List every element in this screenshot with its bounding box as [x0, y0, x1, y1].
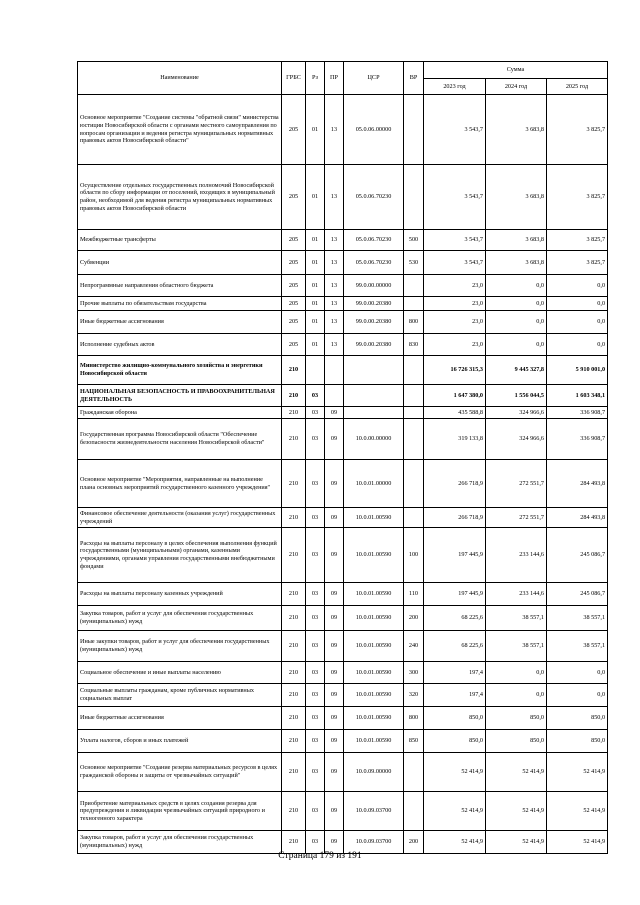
row-pr — [325, 356, 344, 385]
row-vr — [404, 95, 424, 165]
row-rz: 03 — [306, 831, 325, 854]
row-name: Приобретение материальных средств в целях создания резерва для предупреждения и ликвидации чрезвычайных ситуаций природного и техногенного характера — [78, 792, 282, 831]
row-name: Межбюджетные трансферты — [78, 230, 282, 251]
row-value-2023: 197,4 — [424, 662, 486, 684]
row-pr: 09 — [325, 753, 344, 792]
table-row — [78, 419, 608, 460]
row-grbs: 210 — [282, 831, 306, 854]
row-value-2023: 52 414,9 — [424, 753, 486, 792]
row-value-2023: 197 445,9 — [424, 528, 486, 583]
row-csr: 10.0.01.00590 — [344, 730, 404, 753]
row-vr: 110 — [404, 583, 424, 606]
table-row — [78, 95, 608, 165]
row-value-2025: 0,0 — [547, 662, 608, 684]
row-value-2024: 272 551,7 — [486, 460, 547, 508]
row-grbs: 205 — [282, 334, 306, 356]
row-value-2025: 284 493,8 — [547, 460, 608, 508]
row-csr: 10.0.01.00590 — [344, 631, 404, 662]
row-csr: 99.0.00.00000 — [344, 275, 404, 297]
row-rz: 01 — [306, 95, 325, 165]
row-value-2024: 324 966,6 — [486, 407, 547, 419]
row-rz: 03 — [306, 792, 325, 831]
row-value-2025: 38 557,1 — [547, 631, 608, 662]
row-value-2024: 52 414,9 — [486, 753, 547, 792]
row-value-2024: 3 683,8 — [486, 230, 547, 251]
row-vr — [404, 297, 424, 311]
row-rz: 01 — [306, 334, 325, 356]
row-value-2024: 0,0 — [486, 297, 547, 311]
row-vr: 800 — [404, 311, 424, 334]
row-name: Осуществление отдельных государственных полномочий Новосибирской области по сбору информации от поселений, входящих в муниципальный район, необходимой для ведения регистра муниципальных нормативных правовых актов Новосибирской области — [78, 165, 282, 230]
row-csr: 10.0.01.00590 — [344, 684, 404, 707]
row-name: Расходы на выплаты персоналу в целях обеспечения выполнения функций государственными (муниципальными) органами, казенными учреждениями, органами управления государственными внебюджетными фондами — [78, 528, 282, 583]
row-value-2023: 850,0 — [424, 730, 486, 753]
document-page — [77, 61, 607, 854]
row-pr: 09 — [325, 707, 344, 730]
table-row — [78, 528, 608, 583]
row-name: Иные бюджетные ассигнования — [78, 707, 282, 730]
row-vr — [404, 508, 424, 528]
table-row — [78, 753, 608, 792]
row-grbs: 210 — [282, 528, 306, 583]
table-row — [78, 792, 608, 831]
row-rz: 03 — [306, 730, 325, 753]
row-rz: 03 — [306, 684, 325, 707]
row-pr: 09 — [325, 460, 344, 508]
row-rz: 03 — [306, 753, 325, 792]
row-vr — [404, 792, 424, 831]
row-vr: 500 — [404, 230, 424, 251]
row-value-2025: 52 414,9 — [547, 753, 608, 792]
row-value-2023: 23,0 — [424, 334, 486, 356]
row-grbs: 205 — [282, 251, 306, 275]
row-rz: 01 — [306, 230, 325, 251]
row-value-2025: 850,0 — [547, 707, 608, 730]
row-value-2024: 324 966,6 — [486, 419, 547, 460]
row-name: Государственная программа Новосибирской области "Обеспечение безопасности жизнедеятельности населения Новосибирской области" — [78, 419, 282, 460]
row-pr: 13 — [325, 334, 344, 356]
row-value-2023: 3 543,7 — [424, 230, 486, 251]
row-csr: 10.0.01.00000 — [344, 460, 404, 508]
row-value-2024: 9 445 327,8 — [486, 356, 547, 385]
header-vr: ВР — [404, 62, 424, 95]
row-pr: 09 — [325, 528, 344, 583]
row-value-2024: 272 551,7 — [486, 508, 547, 528]
table-row — [78, 230, 608, 251]
row-rz — [306, 356, 325, 385]
row-vr: 200 — [404, 831, 424, 854]
header-grbs: ГРБС — [282, 62, 306, 95]
row-value-2025: 1 603 348,1 — [547, 385, 608, 407]
row-rz: 01 — [306, 275, 325, 297]
table-row — [78, 631, 608, 662]
row-name: Непрограммные направления областного бюджета — [78, 275, 282, 297]
row-value-2023: 23,0 — [424, 311, 486, 334]
table-row — [78, 707, 608, 730]
row-grbs: 210 — [282, 684, 306, 707]
row-value-2025: 336 908,7 — [547, 419, 608, 460]
row-grbs: 205 — [282, 297, 306, 311]
row-grbs: 210 — [282, 606, 306, 631]
table-row — [78, 606, 608, 631]
row-name: НАЦИОНАЛЬНАЯ БЕЗОПАСНОСТЬ И ПРАВООХРАНИТЕЛЬНАЯ ДЕЯТЕЛЬНОСТЬ — [78, 385, 282, 407]
row-grbs: 205 — [282, 230, 306, 251]
row-vr: 240 — [404, 631, 424, 662]
row-csr: 10.0.01.00590 — [344, 583, 404, 606]
row-value-2023: 16 726 315,3 — [424, 356, 486, 385]
row-grbs: 210 — [282, 419, 306, 460]
row-csr: 10.0.01.00590 — [344, 528, 404, 583]
row-pr: 13 — [325, 311, 344, 334]
row-name: Уплата налогов, сборов и иных платежей — [78, 730, 282, 753]
row-value-2025: 336 908,7 — [547, 407, 608, 419]
row-name: Гражданская оборона — [78, 407, 282, 419]
row-value-2023: 3 543,7 — [424, 165, 486, 230]
row-value-2024: 52 414,9 — [486, 792, 547, 831]
row-value-2025: 3 825,7 — [547, 95, 608, 165]
row-csr: 10.0.09.03700 — [344, 831, 404, 854]
row-name: Финансовое обеспечение деятельности (оказания услуг) государственных учреждений — [78, 508, 282, 528]
row-pr: 13 — [325, 275, 344, 297]
row-vr — [404, 419, 424, 460]
row-value-2025: 52 414,9 — [547, 831, 608, 854]
row-value-2023: 197 445,9 — [424, 583, 486, 606]
row-value-2025: 245 086,7 — [547, 528, 608, 583]
row-name: Иные закупки товаров, работ и услуг для обеспечения государственных (муниципальных) нужд — [78, 631, 282, 662]
row-grbs: 205 — [282, 311, 306, 334]
row-value-2023: 52 414,9 — [424, 792, 486, 831]
row-name: Расходы на выплаты персоналу казенных учреждений — [78, 583, 282, 606]
row-pr: 09 — [325, 583, 344, 606]
table-header — [78, 62, 608, 95]
row-value-2024: 3 683,8 — [486, 165, 547, 230]
row-value-2023: 3 543,7 — [424, 95, 486, 165]
row-value-2023: 3 543,7 — [424, 251, 486, 275]
row-value-2024: 38 557,1 — [486, 631, 547, 662]
table-row — [78, 460, 608, 508]
row-pr: 09 — [325, 407, 344, 419]
row-value-2025: 5 910 001,0 — [547, 356, 608, 385]
row-csr: 10.0.01.00590 — [344, 508, 404, 528]
row-rz: 03 — [306, 460, 325, 508]
row-vr: 850 — [404, 730, 424, 753]
row-grbs: 210 — [282, 662, 306, 684]
row-grbs: 210 — [282, 460, 306, 508]
row-value-2024: 233 144,6 — [486, 583, 547, 606]
table-row — [78, 684, 608, 707]
row-value-2025: 52 414,9 — [547, 792, 608, 831]
row-rz: 03 — [306, 707, 325, 730]
table-row — [78, 407, 608, 419]
row-pr: 09 — [325, 662, 344, 684]
row-value-2024: 0,0 — [486, 684, 547, 707]
row-csr: 99.0.00.20380 — [344, 297, 404, 311]
row-name: Закупка товаров, работ и услуг для обеспечения государственных (муниципальных) нужд — [78, 606, 282, 631]
row-vr: 830 — [404, 334, 424, 356]
header-csr: ЦСР — [344, 62, 404, 95]
row-rz: 03 — [306, 419, 325, 460]
row-rz: 01 — [306, 297, 325, 311]
row-vr — [404, 407, 424, 419]
row-rz: 03 — [306, 385, 325, 407]
table-row — [78, 730, 608, 753]
row-value-2025: 38 557,1 — [547, 606, 608, 631]
header-year-2023: 2023 год — [424, 79, 486, 95]
row-value-2023: 319 133,8 — [424, 419, 486, 460]
row-value-2025: 245 086,7 — [547, 583, 608, 606]
header-pr: ПР — [325, 62, 344, 95]
page-footer: Страница 179 из 191 — [278, 851, 362, 861]
row-csr: 10.0.09.00000 — [344, 753, 404, 792]
row-value-2023: 68 225,6 — [424, 631, 486, 662]
row-vr: 100 — [404, 528, 424, 583]
row-name: Социальное обеспечение и иные выплаты населению — [78, 662, 282, 684]
row-value-2024: 3 683,8 — [486, 95, 547, 165]
row-value-2023: 266 718,9 — [424, 508, 486, 528]
row-pr: 13 — [325, 297, 344, 311]
row-vr: 800 — [404, 707, 424, 730]
row-pr: 09 — [325, 730, 344, 753]
table-body — [78, 95, 608, 854]
row-rz: 03 — [306, 407, 325, 419]
header-year-2024: 2024 год — [486, 79, 547, 95]
row-value-2023: 52 414,9 — [424, 831, 486, 854]
row-vr — [404, 356, 424, 385]
row-value-2025: 0,0 — [547, 311, 608, 334]
row-pr: 09 — [325, 631, 344, 662]
row-pr: 09 — [325, 792, 344, 831]
row-value-2024: 52 414,9 — [486, 831, 547, 854]
header-rz: Рз — [306, 62, 325, 95]
table-row — [78, 275, 608, 297]
row-csr — [344, 385, 404, 407]
table-row — [78, 356, 608, 385]
row-vr — [404, 275, 424, 297]
row-grbs: 210 — [282, 631, 306, 662]
row-value-2023: 850,0 — [424, 707, 486, 730]
row-pr: 09 — [325, 606, 344, 631]
row-pr: 09 — [325, 419, 344, 460]
row-value-2023: 266 718,9 — [424, 460, 486, 508]
row-value-2025: 850,0 — [547, 730, 608, 753]
row-value-2024: 0,0 — [486, 311, 547, 334]
row-pr: 09 — [325, 508, 344, 528]
row-csr — [344, 356, 404, 385]
table-row — [78, 165, 608, 230]
row-rz: 03 — [306, 631, 325, 662]
row-rz: 03 — [306, 583, 325, 606]
row-value-2024: 0,0 — [486, 275, 547, 297]
row-rz: 03 — [306, 528, 325, 583]
row-vr — [404, 753, 424, 792]
row-grbs: 210 — [282, 385, 306, 407]
table-row — [78, 508, 608, 528]
row-value-2025: 0,0 — [547, 275, 608, 297]
row-value-2025: 0,0 — [547, 684, 608, 707]
header-name: Наименование — [78, 62, 282, 95]
row-rz: 03 — [306, 662, 325, 684]
row-rz: 01 — [306, 251, 325, 275]
table-row — [78, 334, 608, 356]
row-value-2023: 68 225,6 — [424, 606, 486, 631]
row-vr — [404, 165, 424, 230]
row-csr: 10.0.09.03700 — [344, 792, 404, 831]
row-value-2024: 0,0 — [486, 662, 547, 684]
row-vr: 320 — [404, 684, 424, 707]
row-grbs: 205 — [282, 165, 306, 230]
row-rz: 01 — [306, 311, 325, 334]
row-value-2024: 38 557,1 — [486, 606, 547, 631]
row-grbs: 210 — [282, 707, 306, 730]
row-csr: 05.0.06.70230 — [344, 251, 404, 275]
row-rz: 03 — [306, 606, 325, 631]
row-csr: 10.0.01.00590 — [344, 662, 404, 684]
row-value-2023: 23,0 — [424, 275, 486, 297]
row-csr — [344, 407, 404, 419]
row-vr: 530 — [404, 251, 424, 275]
row-name: Основное мероприятие "Мероприятия, направленные на выполнение плана основных мероприятий государственного казенного учреждения" — [78, 460, 282, 508]
row-name: Исполнение судебных актов — [78, 334, 282, 356]
row-grbs: 210 — [282, 753, 306, 792]
row-rz: 01 — [306, 165, 325, 230]
row-vr: 300 — [404, 662, 424, 684]
row-value-2024: 3 683,8 — [486, 251, 547, 275]
row-value-2023: 197,4 — [424, 684, 486, 707]
header-sum: Сумма — [424, 62, 608, 79]
row-value-2025: 284 493,8 — [547, 508, 608, 528]
row-grbs: 205 — [282, 95, 306, 165]
row-pr: 13 — [325, 251, 344, 275]
row-vr: 200 — [404, 606, 424, 631]
row-value-2023: 435 588,8 — [424, 407, 486, 419]
row-grbs: 210 — [282, 730, 306, 753]
table-row — [78, 583, 608, 606]
row-value-2024: 850,0 — [486, 707, 547, 730]
budget-table — [77, 61, 608, 854]
row-csr: 05.0.06.70230 — [344, 165, 404, 230]
row-name: Министерство жилищно-коммунального хозяйства и энергетики Новосибирской области — [78, 356, 282, 385]
row-pr — [325, 385, 344, 407]
row-value-2025: 0,0 — [547, 297, 608, 311]
table-row — [78, 297, 608, 311]
row-csr: 05.0.06.70230 — [344, 230, 404, 251]
row-value-2024: 850,0 — [486, 730, 547, 753]
row-csr: 99.0.00.20380 — [344, 334, 404, 356]
row-vr — [404, 460, 424, 508]
row-pr: 13 — [325, 165, 344, 230]
row-grbs: 205 — [282, 275, 306, 297]
row-value-2025: 3 825,7 — [547, 251, 608, 275]
row-name: Субвенции — [78, 251, 282, 275]
row-name: Основное мероприятие "Создание системы "обратной связи" министерства юстиции Новосибирской области с органами местного самоуправления по вопросам организации и ведения регистра муниципальных нормативных правовых актов Новосибирской области" — [78, 95, 282, 165]
table-row — [78, 251, 608, 275]
table-row — [78, 662, 608, 684]
row-grbs: 210 — [282, 792, 306, 831]
row-csr: 10.0.01.00590 — [344, 707, 404, 730]
row-value-2025: 3 825,7 — [547, 230, 608, 251]
row-name: Прочие выплаты по обязательствам государства — [78, 297, 282, 311]
row-name: Закупка товаров, работ и услуг для обеспечения государственных (муниципальных) нужд — [78, 831, 282, 854]
row-vr — [404, 385, 424, 407]
row-value-2023: 1 647 380,0 — [424, 385, 486, 407]
row-csr: 10.0.00.00000 — [344, 419, 404, 460]
row-csr: 99.0.00.20380 — [344, 311, 404, 334]
row-name: Основное мероприятие "Создание резерва материальных ресурсов в целях гражданской обороны и защиты от чрезвычайных ситуаций" — [78, 753, 282, 792]
row-value-2024: 0,0 — [486, 334, 547, 356]
row-pr: 09 — [325, 831, 344, 854]
row-name: Иные бюджетные ассигнования — [78, 311, 282, 334]
header-year-2025: 2025 год — [547, 79, 608, 95]
row-csr: 10.0.01.00590 — [344, 606, 404, 631]
row-grbs: 210 — [282, 407, 306, 419]
row-grbs: 210 — [282, 508, 306, 528]
row-grbs: 210 — [282, 583, 306, 606]
row-value-2025: 3 825,7 — [547, 165, 608, 230]
row-value-2024: 1 556 044,5 — [486, 385, 547, 407]
row-value-2023: 23,0 — [424, 297, 486, 311]
row-value-2024: 233 144,6 — [486, 528, 547, 583]
row-pr: 09 — [325, 684, 344, 707]
row-pr: 13 — [325, 95, 344, 165]
table-row — [78, 311, 608, 334]
table-row — [78, 385, 608, 407]
row-grbs: 210 — [282, 356, 306, 385]
row-csr: 05.0.06.00000 — [344, 95, 404, 165]
row-name: Социальные выплаты гражданам, кроме публичных нормативных социальных выплат — [78, 684, 282, 707]
row-rz: 03 — [306, 508, 325, 528]
row-value-2025: 0,0 — [547, 334, 608, 356]
row-pr: 13 — [325, 230, 344, 251]
